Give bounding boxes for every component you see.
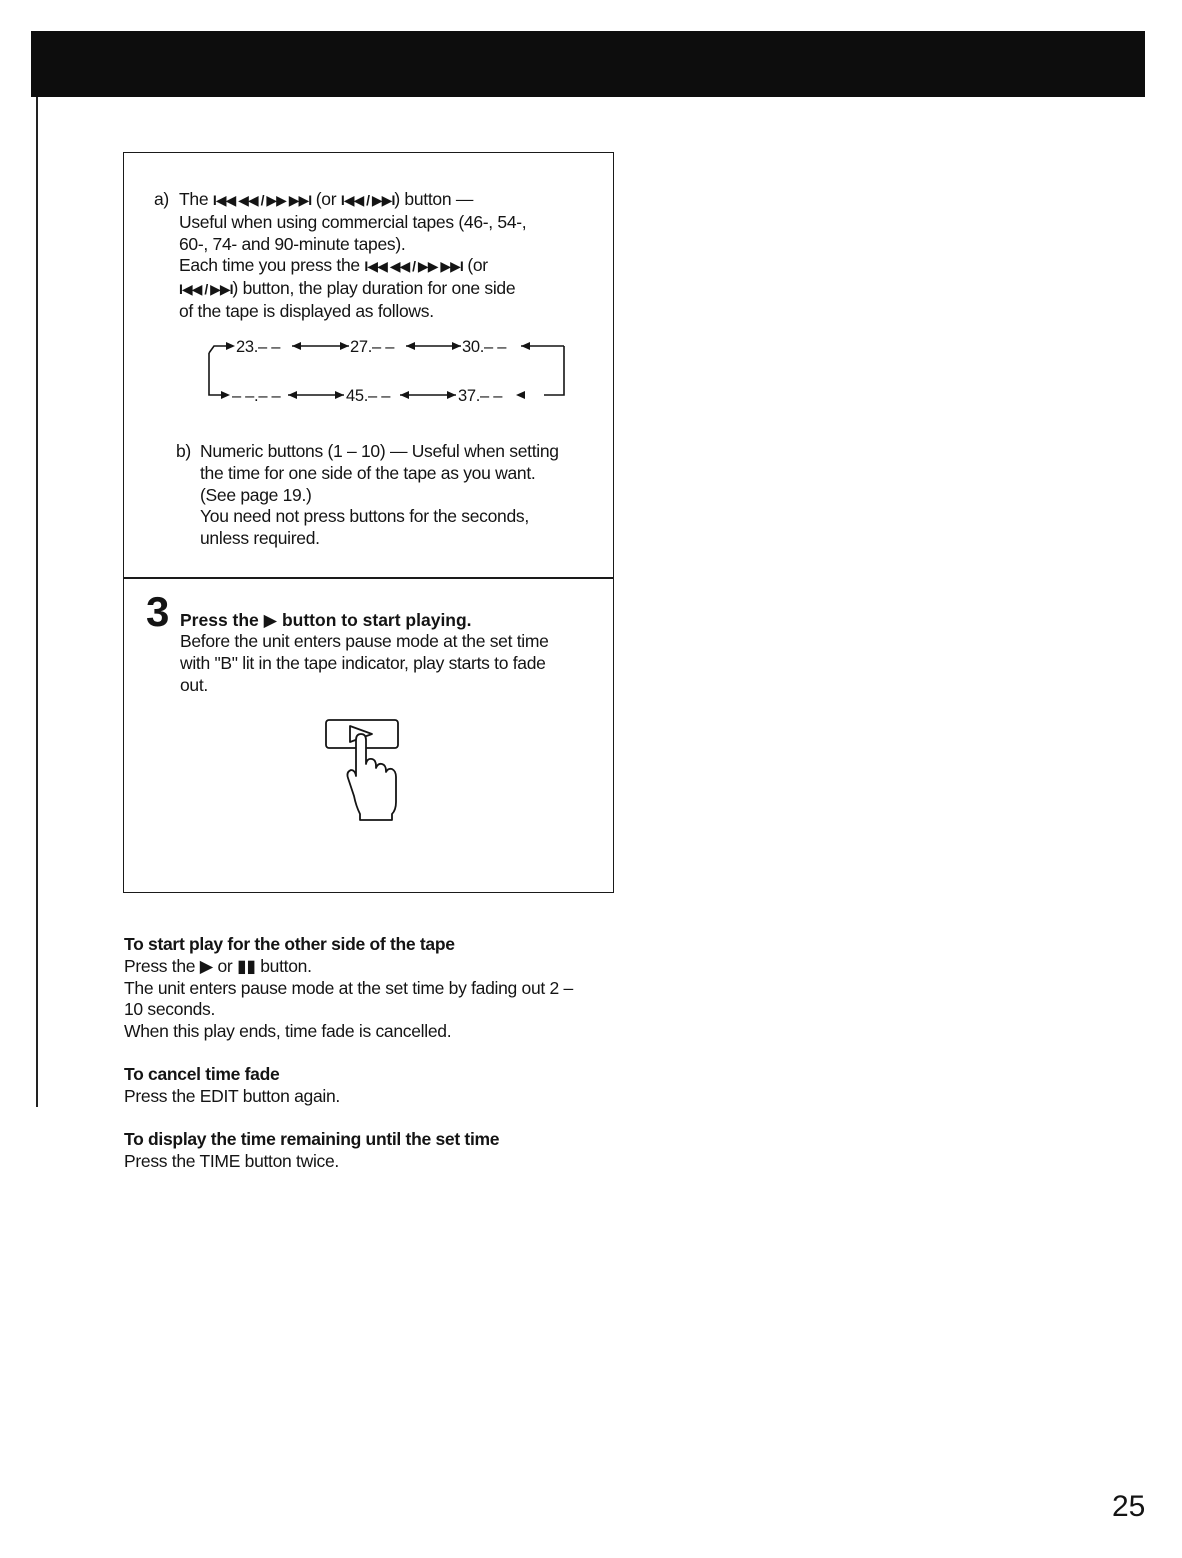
section-heading: To start play for the other side of the tape xyxy=(124,934,455,954)
item-b-line-2: the time for one side of the tape as you want. xyxy=(200,462,536,483)
section-line: Press the ▶ or ▮▮ button. xyxy=(124,955,312,976)
section-cancel xyxy=(124,1064,624,1108)
item-a-line-3: 60-, 74- and 90-minute tapes). xyxy=(179,233,406,254)
cycle-arrow-head xyxy=(340,342,349,350)
section-line: Press the TIME button twice. xyxy=(124,1150,339,1171)
cycle-arrow-head xyxy=(292,342,301,350)
skip-symbol: I◀◀ / ▶▶I xyxy=(340,192,395,208)
step-heading: Press the ▶ button to start playing. xyxy=(180,610,472,630)
item-b xyxy=(176,441,630,550)
item-a-line-6: of the tape is displayed as follows. xyxy=(179,300,434,321)
cycle-arrow-head xyxy=(447,391,456,399)
item-a-line-1: The I◀◀ ◀◀ / ▶▶ ▶▶I (or I◀◀ / ▶▶I) button — xyxy=(179,189,474,209)
skip-symbol: I◀◀ / ▶▶I xyxy=(179,281,233,298)
section-line: Press the EDIT button again. xyxy=(124,1085,340,1106)
item-b-label: b) xyxy=(176,441,191,461)
cycle-value: – –.– – xyxy=(232,387,281,405)
cycle-arrow-head xyxy=(516,391,525,399)
step-line-2: with "B" lit in the tape indicator, play starts to fade xyxy=(180,652,546,673)
section-line: When this play ends, time fade is cancelled. xyxy=(124,1021,452,1042)
cycle-value: 30.– – xyxy=(462,339,507,356)
section-line: The unit enters pause mode at the set time by fading out 2 – xyxy=(124,977,573,998)
section-display xyxy=(124,1129,624,1173)
step-line-1: Before the unit enters pause mode at the set time xyxy=(180,631,549,651)
item-b-line-3: (See page 19.) xyxy=(200,484,312,505)
section-line: 10 seconds. xyxy=(124,999,216,1020)
cycle-value: 37.– – xyxy=(458,387,503,405)
cycle-value: 45.– – xyxy=(346,387,391,405)
cycle-arrow-head xyxy=(400,391,409,399)
section-other-side xyxy=(124,934,624,1043)
section-heading: To cancel time fade xyxy=(124,1064,280,1084)
cycle-right-bracket xyxy=(544,346,564,395)
cycle-left-bracket xyxy=(209,353,228,395)
left-margin-rule xyxy=(36,97,38,1107)
item-a-line-5: I◀◀ / ▶▶I) button, the play duration for one side xyxy=(179,278,516,299)
step-3-box xyxy=(123,577,614,893)
cycle-arrow-head xyxy=(221,391,230,399)
hand-pressing-play-icon xyxy=(320,710,410,825)
step-body xyxy=(180,631,600,696)
skip-search-symbol: I◀◀ ◀◀ / ▶▶ ▶▶I xyxy=(212,192,312,208)
cycle-arrow-head xyxy=(406,342,415,350)
item-b-line-5: unless required. xyxy=(200,528,320,549)
cycle-value: 23.– – xyxy=(236,339,281,356)
cycle-arrow-head xyxy=(452,342,461,350)
duration-cycle-diagram xyxy=(206,339,586,411)
item-a xyxy=(154,189,609,323)
page-number: 25 xyxy=(1112,1490,1146,1523)
item-a-label: a) xyxy=(154,189,169,209)
cycle-arrow-head xyxy=(335,391,344,399)
item-a-line-2: Useful when using commercial tapes (46-, 54-, xyxy=(179,211,527,232)
header-bar xyxy=(31,31,1145,97)
cycle-arrow-head xyxy=(521,342,530,350)
step-line-3: out. xyxy=(180,674,208,695)
step-number: 3 xyxy=(146,588,169,635)
cycle-value: 27.– – xyxy=(350,339,395,356)
cycle-arrow-head xyxy=(226,342,235,350)
options-box xyxy=(123,152,614,579)
section-heading: To display the time remaining until the set time xyxy=(124,1129,500,1149)
item-a-line-4: Each time you press the I◀◀ ◀◀ / ▶▶ ▶▶I (or xyxy=(179,255,488,276)
cycle-arrow-head xyxy=(288,391,297,399)
skip-search-symbol: I◀◀ ◀◀ / ▶▶ ▶▶I xyxy=(364,258,463,275)
item-b-line-1: Numeric buttons (1 – 10) — Useful when setting xyxy=(200,441,559,461)
item-b-line-4: You need not press buttons for the seconds, xyxy=(200,506,529,527)
